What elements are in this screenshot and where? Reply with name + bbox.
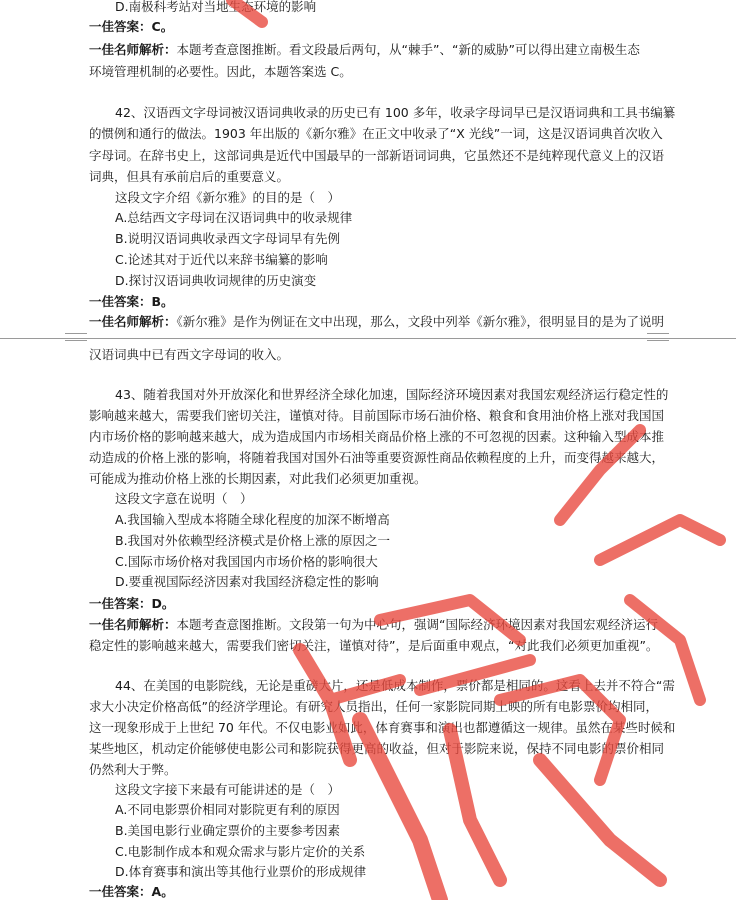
q43-stem-line-4: 动造成的价格上涨的影响，将随着我国对国外石油等重要资源性商品依赖程度的上升，而变得越来越大， bbox=[89, 450, 665, 465]
q43-option-c: C.国际市场价格对我国国内市场价格的影响很大 bbox=[115, 554, 378, 569]
analysis-label: 一佳名师解析： bbox=[89, 617, 177, 632]
analysis-label: 一佳名师解析： bbox=[89, 42, 177, 57]
q43-stem-line-5: 可能成为推动价格上涨的长期因素，对此我们必须更加重视。 bbox=[89, 471, 427, 486]
q42-stem-line-1: 42、汉语西文字母词被汉语词典收录的历史已有 100 多年，收录字母词早已是汉语词典和工具书编纂 bbox=[115, 105, 676, 120]
analysis-text: 《新尔雅》是作为例证在文中出现，那么，文段中列举《新尔雅》，很明显目的是为了说明 bbox=[176, 314, 665, 329]
q43-analysis-line-2: 稳定性的影响越来越大，需要我们密切关注，谨慎对待”，是后面重申观点，“对此我们必须更加重视”。 bbox=[89, 638, 659, 653]
prev-answer bbox=[89, 17, 173, 37]
q44-option-b: B.美国电影行业确定票价的主要参考因素 bbox=[115, 823, 341, 838]
q42-stem-line-3: 字母词。在辞书史上，这部词典是近代中国最早的一部新语词词典，它虽然还不是纯粹现代意义上的汉语 bbox=[89, 148, 665, 163]
prev-option-d: D.南极科考站对当地生态环境的影响 bbox=[115, 0, 317, 14]
q43-question: 这段文字意在说明（ ） bbox=[115, 491, 253, 506]
page-separator bbox=[0, 338, 736, 339]
q43-answer bbox=[89, 594, 174, 614]
q42-option-d: D.探讨汉语词典收词规律的历史演变 bbox=[115, 273, 317, 288]
page-corner-mark-left bbox=[65, 333, 87, 341]
q43-option-a: A.我国输入型成本将随全球化程度的加深不断增高 bbox=[115, 512, 390, 527]
q43-option-b: B.我国对外依赖型经济模式是价格上涨的原因之一 bbox=[115, 533, 391, 548]
prev-analysis-line-2: 环境管理机制的必要性。因此，本题答案选 C。 bbox=[89, 64, 352, 79]
document-page-bottom bbox=[0, 342, 736, 900]
answer-value: D。 bbox=[151, 596, 175, 611]
q43-option-d: D.要重视国际经济因素对我国经济稳定性的影响 bbox=[115, 574, 379, 589]
q44-option-c: C.电影制作成本和观众需求与影片定价的关系 bbox=[115, 844, 366, 859]
analysis-text: 本题考查意图推断。文段第一句为中心句，强调“国际经济环境因素对我国宏观经济运行 bbox=[176, 617, 658, 632]
q42-stem-line-2: 的惯例和通行的做法。1903 年出版的《新尔雅》在正文中收录了“X 光线”一词，这是汉语词典首次收入 bbox=[89, 126, 663, 141]
answer-label: 一佳答案： bbox=[89, 294, 152, 309]
q42-option-a: A.总结西文字母词在汉语词典中的收录规律 bbox=[115, 210, 353, 225]
q44-stem-line-3: 这一现象形成于上世纪 70 年代。不仅电影业如此，体育赛事和演出也都遵循这一规律。虽然在某些时候和 bbox=[89, 720, 676, 735]
q42-analysis-line-1 bbox=[89, 312, 664, 332]
q43-stem-line-3: 内市场价格的影响越来越大，成为造成国内市场相关商品价格上涨的不可忽视的因素。这种输入型成本推 bbox=[89, 429, 665, 444]
q42-question: 这段文字介绍《新尔雅》的目的是（ ） bbox=[115, 190, 341, 205]
q43-stem-line-2: 影响越来越大，需要我们密切关注，谨慎对待。目前国际市场石油价格、粮食和食用油价格上涨对我国国 bbox=[89, 408, 665, 423]
q42-analysis-line-2: 汉语词典中已有西文字母词的收入。 bbox=[89, 347, 290, 362]
answer-value: A。 bbox=[151, 884, 174, 899]
q43-stem-line-1: 43、随着我国对外开放深化和世界经济全球化加速，国际经济环境因素对我国宏观经济运行稳定性的 bbox=[115, 387, 669, 402]
page-corner-mark-right bbox=[647, 333, 669, 341]
answer-label: 一佳答案： bbox=[89, 884, 152, 899]
q44-option-d: D.体育赛事和演出等其他行业票价的形成规律 bbox=[115, 864, 367, 879]
q44-option-a: A.不同电影票价相同对影院更有利的原因 bbox=[115, 802, 340, 817]
document-page-top bbox=[0, 0, 736, 334]
q42-option-c: C.论述其对于近代以来辞书编纂的影响 bbox=[115, 252, 328, 267]
q44-question: 这段文字接下来最有可能讲述的是（ ） bbox=[115, 782, 341, 797]
q42-answer bbox=[89, 292, 174, 312]
q42-option-b: B.说明汉语词典收录西文字母词早有先例 bbox=[115, 231, 341, 246]
analysis-text: 本题考查意图推断。看文段最后两句，从“棘手”、“新的威胁”可以得出建立南极生态 bbox=[176, 42, 640, 57]
answer-label: 一佳答案： bbox=[89, 19, 152, 34]
q43-analysis-line-1 bbox=[89, 615, 658, 635]
answer-value: B。 bbox=[151, 294, 174, 309]
answer-value: C。 bbox=[151, 19, 174, 34]
q44-stem-line-2: 求大小决定价格高低”的经济学理论。有研究人员指出，任何一家影院同期上映的所有电影票价均相同， bbox=[89, 699, 658, 714]
q44-stem-line-4: 某些地区，机动定价能够使电影公司和影院获得更高的收益，但对于影院来说，保持不同电影的票价相同 bbox=[89, 741, 665, 756]
q44-stem-line-1: 44、在美国的电影院线，无论是重磅大片，还是低成本制作，票价都是相同的。这看上去并不符合“需 bbox=[115, 678, 675, 693]
q44-answer bbox=[89, 882, 174, 902]
prev-analysis-line-1 bbox=[89, 40, 640, 60]
q42-stem-line-4: 词典，但具有承前启后的重要意义。 bbox=[89, 169, 290, 184]
q44-stem-line-5: 仍然利大于弊。 bbox=[89, 762, 177, 777]
analysis-label: 一佳名师解析： bbox=[89, 314, 177, 329]
answer-label: 一佳答案： bbox=[89, 596, 152, 611]
